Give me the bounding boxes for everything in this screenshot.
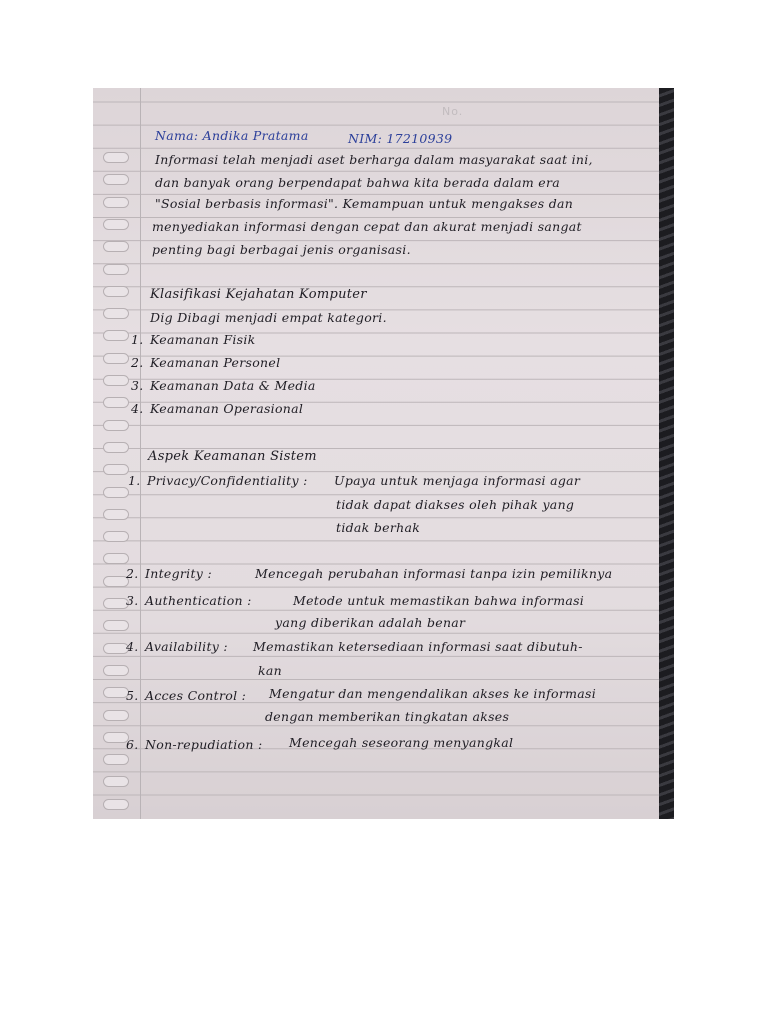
ring-hole	[103, 174, 129, 185]
ring-hole	[103, 509, 129, 520]
aspect-number: 1.	[128, 473, 141, 488]
ring-hole	[103, 531, 129, 542]
ring-hole	[103, 442, 129, 453]
ring-hole	[103, 799, 129, 810]
aspect-term: Privacy/Confidentiality :	[147, 473, 308, 488]
aspect-description: Mencegah perubahan informasi tanpa izin pemiliknya	[255, 566, 613, 581]
student-name: Nama: Andika Pratama	[155, 128, 309, 143]
classification-number: 4.	[131, 401, 144, 416]
aspect-description: Metode untuk memastikan bahwa informasi	[293, 593, 585, 608]
intro-line: dan banyak orang berpendapat bahwa kita berada dalam era	[155, 175, 561, 190]
ring-hole	[103, 710, 129, 721]
intro-line: "Sosial berbasis informasi". Kemampuan untuk mengakses dan	[155, 196, 574, 211]
ring-hole	[103, 420, 129, 431]
aspect-description: tidak berhak	[336, 520, 421, 535]
aspect-description: kan	[258, 663, 282, 678]
aspect-number: 4.	[126, 639, 139, 654]
aspect-number: 3.	[126, 593, 139, 608]
aspect-term: Authentication :	[145, 593, 252, 608]
intro-line: menyediakan informasi dengan cepat dan akurat menjadi sangat	[152, 219, 582, 234]
background-surface	[659, 88, 674, 819]
classification-title: Klasifikasi Kejahatan Komputer	[150, 287, 367, 302]
ring-hole	[103, 553, 129, 564]
classification-item: Keamanan Data & Media	[150, 378, 316, 393]
ring-hole	[103, 620, 129, 631]
aspect-description: Mencegah seseorang menyangkal	[289, 735, 514, 750]
aspect-term: Integrity :	[145, 566, 212, 581]
classification-number: 3.	[131, 378, 144, 393]
aspect-description: Memastikan ketersediaan informasi saat dibutuh-	[253, 639, 583, 654]
notebook-photo	[93, 88, 674, 819]
aspect-number: 5.	[126, 688, 139, 703]
ring-hole	[103, 241, 129, 252]
aspect-number: 6.	[126, 737, 139, 752]
intro-line: Informasi telah menjadi aset berharga dalam masyarakat saat ini,	[155, 152, 593, 167]
page-number-label: No.	[442, 105, 464, 118]
ring-hole	[103, 264, 129, 275]
notebook-page	[93, 88, 659, 819]
aspect-term: Acces Control :	[145, 688, 247, 703]
classification-item: Keamanan Operasional	[150, 401, 304, 416]
ring-hole	[103, 397, 129, 408]
ring-hole	[103, 464, 129, 475]
aspect-term: Availability :	[145, 639, 228, 654]
aspect-description: yang diberikan adalah benar	[275, 615, 466, 630]
aspects-title: Aspek Keamanan Sistem	[148, 449, 317, 464]
ring-hole	[103, 197, 129, 208]
aspect-description: tidak dapat diakses oleh pihak yang	[336, 497, 575, 512]
aspect-description: dengan memberikan tingkatan akses	[265, 709, 510, 724]
ring-hole	[103, 487, 129, 498]
ring-hole	[103, 375, 129, 386]
classification-item: Keamanan Fisik	[150, 332, 256, 347]
aspect-term: Non-repudiation :	[145, 737, 263, 752]
ring-hole	[103, 353, 129, 364]
margin-line	[140, 88, 141, 819]
aspect-description: Mengatur dan mengendalikan akses ke informasi	[269, 686, 597, 701]
aspect-description: Upaya untuk menjaga informasi agar	[334, 473, 581, 488]
ring-hole	[103, 152, 129, 163]
classification-subtitle: Dig Dibagi menjadi empat kategori.	[150, 310, 387, 325]
student-nim: NIM: 17210939	[348, 131, 453, 146]
ring-hole	[103, 286, 129, 297]
ring-hole	[103, 754, 129, 765]
classification-number: 2.	[131, 355, 144, 370]
aspect-number: 2.	[126, 566, 139, 581]
classification-number: 1.	[131, 332, 144, 347]
intro-line: penting bagi berbagai jenis organisasi.	[152, 242, 411, 257]
ring-hole	[103, 219, 129, 230]
ring-hole	[103, 776, 129, 787]
ring-hole	[103, 665, 129, 676]
classification-item: Keamanan Personel	[150, 355, 281, 370]
ring-hole	[103, 308, 129, 319]
ring-hole	[103, 330, 129, 341]
